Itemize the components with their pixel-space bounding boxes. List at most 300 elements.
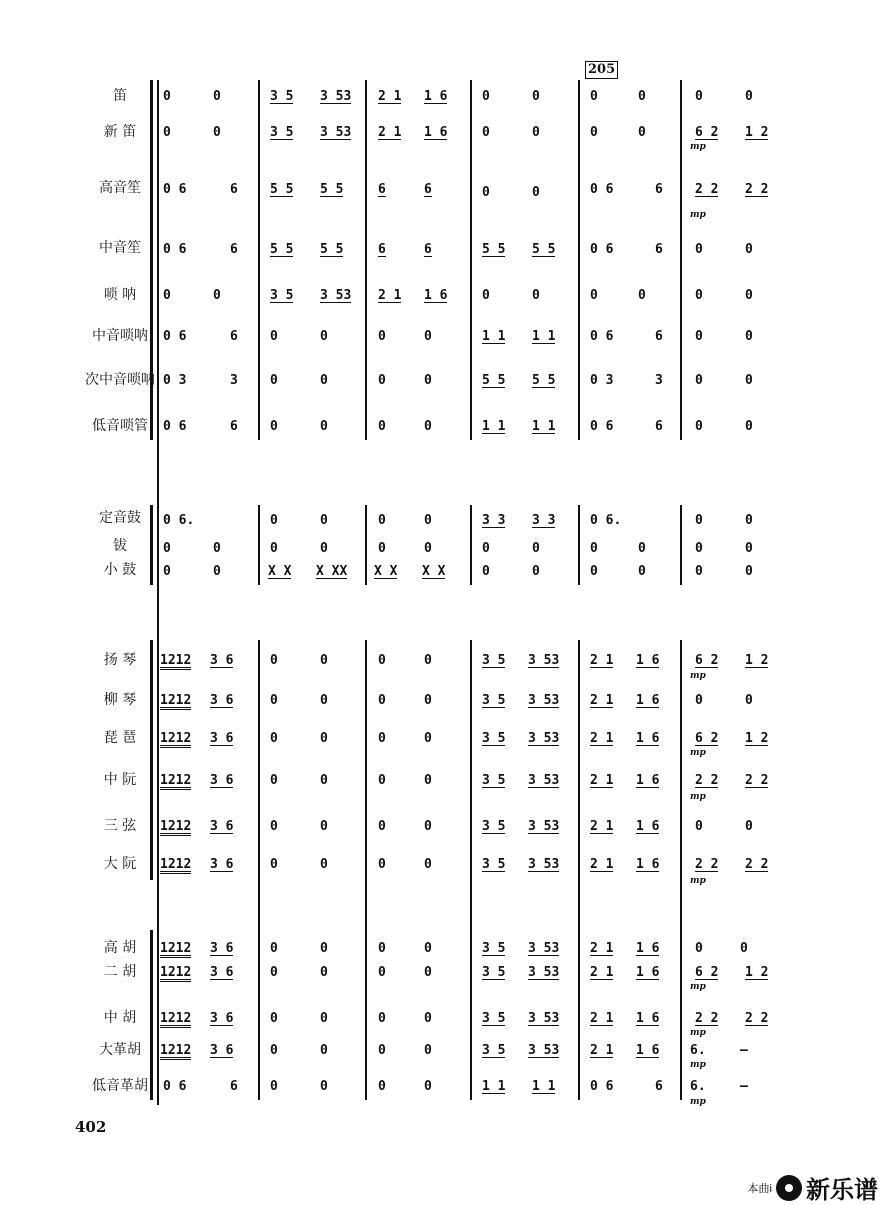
note: 0 xyxy=(163,288,171,303)
note: 0 xyxy=(378,1043,386,1058)
note: 3 53 xyxy=(320,288,352,303)
note: 1 1 xyxy=(482,1079,506,1094)
note: 1 6 xyxy=(424,288,448,303)
barline xyxy=(680,640,682,1100)
note: 2 1 xyxy=(590,731,614,746)
note: 6 2 xyxy=(695,125,719,140)
note: 3 5 xyxy=(482,819,506,834)
instrument-label: 定音鼓 xyxy=(99,510,141,526)
note: 5 5 xyxy=(482,373,506,388)
note: 0 xyxy=(590,288,598,303)
note: 0 xyxy=(424,819,432,834)
barline xyxy=(578,505,580,585)
note: 0 xyxy=(695,819,703,834)
note: 1 2 xyxy=(745,653,769,668)
note: 1 1 xyxy=(532,419,556,434)
note: 0 xyxy=(745,288,753,303)
note: 6 xyxy=(230,419,238,434)
note: 0 xyxy=(424,773,432,788)
watermark xyxy=(748,1170,878,1205)
note: 0 xyxy=(378,373,386,388)
note: 6. xyxy=(690,1079,706,1094)
note: 2 1 xyxy=(590,857,614,872)
note: 3 xyxy=(230,373,238,388)
note: 3 5 xyxy=(482,1043,506,1058)
note: 0 xyxy=(745,564,753,579)
note: 2 1 xyxy=(378,89,402,104)
note: 3 53 xyxy=(528,731,560,746)
note: 0 xyxy=(745,89,753,104)
note: 0 xyxy=(695,564,703,579)
note: 2 2 xyxy=(695,182,719,197)
instrument-label: 笛 xyxy=(113,88,127,104)
note: 0 xyxy=(163,541,171,556)
note: 0 xyxy=(424,857,432,872)
note: 1212 xyxy=(160,693,192,708)
note: 3 53 xyxy=(528,819,560,834)
note: 2 1 xyxy=(378,125,402,140)
note: 3 3 xyxy=(532,513,556,528)
note: 0 3 xyxy=(590,373,614,388)
note: 0 xyxy=(320,329,328,344)
note: 0 xyxy=(638,564,646,579)
note: 2 2 xyxy=(695,857,719,872)
note: 0 6 xyxy=(163,1079,187,1094)
note: 0 xyxy=(424,1043,432,1058)
barline xyxy=(258,505,260,585)
note: 2 2 xyxy=(695,773,719,788)
note: X X xyxy=(422,564,446,579)
note: 3 6 xyxy=(210,1011,234,1026)
note: 3 53 xyxy=(528,965,560,980)
note: – xyxy=(740,1043,748,1058)
note: 6 xyxy=(230,242,238,257)
note: 1 2 xyxy=(745,731,769,746)
note: 6 2 xyxy=(695,731,719,746)
note: 6 xyxy=(655,182,663,197)
note: 3 53 xyxy=(528,693,560,708)
note: 0 xyxy=(424,1079,432,1094)
note: 2 1 xyxy=(378,288,402,303)
note: 3 3 xyxy=(482,513,506,528)
note: 0 xyxy=(320,819,328,834)
instrument-label: 钹 xyxy=(113,538,127,554)
note: 6 xyxy=(424,242,432,257)
note: 0 xyxy=(270,373,278,388)
note: 0 xyxy=(270,419,278,434)
note: 3 5 xyxy=(270,125,294,140)
note: 0 xyxy=(590,541,598,556)
note: 0 xyxy=(695,89,703,104)
note: 3 5 xyxy=(482,965,506,980)
note: 6 xyxy=(655,329,663,344)
note: 0 xyxy=(378,541,386,556)
note: 1 6 xyxy=(424,89,448,104)
note: 0 xyxy=(378,693,386,708)
instrument-label: 中 阮 xyxy=(103,772,137,788)
note: 0 xyxy=(638,89,646,104)
note: 0 xyxy=(270,693,278,708)
note: 0 xyxy=(213,564,221,579)
note: 3 6 xyxy=(210,693,234,708)
barline xyxy=(578,640,580,1100)
instrument-label: 唢 呐 xyxy=(103,287,137,303)
note: 0 xyxy=(270,941,278,956)
note: 2 1 xyxy=(590,1043,614,1058)
note: 3 53 xyxy=(528,773,560,788)
dynamic-mark: mp xyxy=(690,1028,706,1038)
note: 0 xyxy=(213,541,221,556)
note: 0 xyxy=(424,329,432,344)
note: 3 xyxy=(655,373,663,388)
note: 1 1 xyxy=(532,1079,556,1094)
note: 2 1 xyxy=(590,941,614,956)
note: 1 6 xyxy=(636,1011,660,1026)
note: 5 5 xyxy=(482,242,506,257)
note: 0 xyxy=(320,857,328,872)
note: 0 xyxy=(482,288,490,303)
note: 3 53 xyxy=(320,125,352,140)
watermark-brand: 新乐谱 xyxy=(806,1176,878,1204)
note: 0 xyxy=(424,541,432,556)
note: 0 xyxy=(320,1079,328,1094)
instrument-label: 三 弦 xyxy=(103,818,137,834)
note: 0 xyxy=(163,564,171,579)
note: 0 xyxy=(378,857,386,872)
note: X X xyxy=(374,564,398,579)
note: 1 6 xyxy=(636,731,660,746)
note: 3 6 xyxy=(210,773,234,788)
note: 0 6 xyxy=(590,419,614,434)
note: 0 xyxy=(424,419,432,434)
note: X XX xyxy=(316,564,348,579)
note: 0 6 xyxy=(590,329,614,344)
note: 1 6 xyxy=(636,1043,660,1058)
note: 0 xyxy=(270,329,278,344)
note: 0 xyxy=(320,773,328,788)
note: 1212 xyxy=(160,857,192,872)
note: 0 xyxy=(378,329,386,344)
instrument-label: 琵 琶 xyxy=(103,730,137,746)
barline xyxy=(258,640,260,1100)
note: 3 53 xyxy=(320,89,352,104)
plucked-bracket xyxy=(150,640,153,880)
note: 0 xyxy=(320,419,328,434)
note: 2 1 xyxy=(590,965,614,980)
instrument-label: 新 笛 xyxy=(103,124,137,140)
rehearsal-mark: 205 xyxy=(585,61,618,79)
note: 0 xyxy=(532,564,540,579)
note: 0 xyxy=(320,653,328,668)
note: 0 xyxy=(590,564,598,579)
note: 0 6 xyxy=(163,419,187,434)
note: 6 xyxy=(655,419,663,434)
note: 0 xyxy=(424,965,432,980)
note: 0 xyxy=(378,941,386,956)
note: 0 xyxy=(638,125,646,140)
instrument-label: 低音唢管 xyxy=(92,418,148,434)
note: 1212 xyxy=(160,819,192,834)
note: 0 xyxy=(378,773,386,788)
note: 6. xyxy=(690,1043,706,1058)
barline xyxy=(365,640,367,1100)
note: 1212 xyxy=(160,1011,192,1026)
note: 0 xyxy=(532,125,540,140)
instrument-label: 柳 琴 xyxy=(103,692,137,708)
note: 0 xyxy=(745,693,753,708)
note: 1212 xyxy=(160,1043,192,1058)
note: 2 2 xyxy=(745,773,769,788)
note: 0 xyxy=(745,329,753,344)
instrument-label: 次中音唢呐 xyxy=(85,372,155,388)
note: 0 xyxy=(638,541,646,556)
note: 0 xyxy=(482,89,490,104)
note: 2 2 xyxy=(745,1011,769,1026)
note: 0 xyxy=(270,1011,278,1026)
note: 6 xyxy=(230,182,238,197)
note: 1 6 xyxy=(636,941,660,956)
note: 0 xyxy=(270,857,278,872)
note: 1 1 xyxy=(482,329,506,344)
note: 1 6 xyxy=(424,125,448,140)
note: 0 xyxy=(213,89,221,104)
disc-icon xyxy=(776,1175,802,1201)
instrument-label: 大革胡 xyxy=(99,1042,141,1058)
note: 1 6 xyxy=(636,653,660,668)
note: 3 5 xyxy=(482,731,506,746)
note: 0 xyxy=(482,564,490,579)
note: 0 xyxy=(270,541,278,556)
note: 0 xyxy=(320,541,328,556)
note: 3 5 xyxy=(270,288,294,303)
note: 0 xyxy=(745,419,753,434)
note: 5 5 xyxy=(320,182,344,197)
note: 6 xyxy=(655,1079,663,1094)
note: 0 6 xyxy=(163,182,187,197)
note: 0 xyxy=(695,941,703,956)
note: 1212 xyxy=(160,731,192,746)
instrument-label: 大 阮 xyxy=(103,856,137,872)
note: 0 6. xyxy=(590,513,622,528)
note: 0 xyxy=(378,1011,386,1026)
note: 3 5 xyxy=(482,773,506,788)
note: 3 5 xyxy=(482,693,506,708)
instrument-label: 小 鼓 xyxy=(103,562,137,578)
note: 0 xyxy=(532,185,540,200)
note: 0 xyxy=(695,419,703,434)
barline xyxy=(680,505,682,585)
note: 0 xyxy=(532,89,540,104)
note: 0 xyxy=(320,373,328,388)
note: 0 xyxy=(482,125,490,140)
instrument-label: 高 胡 xyxy=(103,940,137,956)
note: 0 xyxy=(424,653,432,668)
note: 0 xyxy=(163,89,171,104)
note: 0 3 xyxy=(163,373,187,388)
note: 2 2 xyxy=(695,1011,719,1026)
watermark-caption: 本曲i xyxy=(747,1182,772,1195)
note: 1 6 xyxy=(636,965,660,980)
note: 6 xyxy=(378,242,386,257)
note: 2 1 xyxy=(590,1011,614,1026)
note: 3 6 xyxy=(210,731,234,746)
note: 6 xyxy=(378,182,386,197)
note: 1 1 xyxy=(532,329,556,344)
note: 0 xyxy=(270,773,278,788)
dynamic-mark: mp xyxy=(690,671,706,681)
note: 0 xyxy=(745,541,753,556)
note: 0 xyxy=(424,693,432,708)
note: 0 xyxy=(532,541,540,556)
note: 3 5 xyxy=(270,89,294,104)
note: 3 53 xyxy=(528,1043,560,1058)
note: – xyxy=(740,1079,748,1094)
note: 0 xyxy=(745,513,753,528)
note: 5 5 xyxy=(320,242,344,257)
note: 1212 xyxy=(160,653,192,668)
note: 0 xyxy=(424,731,432,746)
note: 0 xyxy=(213,125,221,140)
note: 0 xyxy=(378,653,386,668)
note: 0 xyxy=(270,1079,278,1094)
note: 3 6 xyxy=(210,941,234,956)
note: 3 53 xyxy=(528,1011,560,1026)
dynamic-mark: mp xyxy=(690,748,706,758)
note: 0 xyxy=(590,125,598,140)
note: 1 1 xyxy=(482,419,506,434)
note: 0 xyxy=(320,731,328,746)
note: 0 xyxy=(695,513,703,528)
note: 0 xyxy=(378,819,386,834)
note: 0 xyxy=(378,965,386,980)
note: 0 xyxy=(695,693,703,708)
instrument-label: 中音笙 xyxy=(99,240,141,256)
note: 0 6 xyxy=(590,182,614,197)
note: 0 xyxy=(320,1043,328,1058)
note: 1212 xyxy=(160,773,192,788)
note: 0 xyxy=(424,513,432,528)
note: 0 xyxy=(424,941,432,956)
note: 0 xyxy=(482,185,490,200)
note: 0 xyxy=(378,419,386,434)
note: 6 xyxy=(424,182,432,197)
note: 5 5 xyxy=(270,242,294,257)
note: 2 1 xyxy=(590,693,614,708)
note: 3 5 xyxy=(482,941,506,956)
note: 1 6 xyxy=(636,693,660,708)
note: 2 2 xyxy=(745,857,769,872)
note: 0 xyxy=(270,965,278,980)
note: 3 53 xyxy=(528,653,560,668)
note: 0 xyxy=(745,373,753,388)
note: 0 6 xyxy=(590,1079,614,1094)
barline xyxy=(470,80,472,440)
note: 3 6 xyxy=(210,653,234,668)
note: 5 5 xyxy=(532,373,556,388)
note: 1212 xyxy=(160,941,192,956)
note: 5 5 xyxy=(532,242,556,257)
note: 0 xyxy=(163,125,171,140)
note: 1 6 xyxy=(636,819,660,834)
note: 0 6 xyxy=(163,329,187,344)
note: 1 6 xyxy=(636,857,660,872)
note: 0 xyxy=(378,1079,386,1094)
note: 2 1 xyxy=(590,653,614,668)
note: 0 xyxy=(270,513,278,528)
note: 6 xyxy=(230,329,238,344)
dynamic-mark: mp xyxy=(690,792,706,802)
note: 0 xyxy=(320,693,328,708)
note: 3 6 xyxy=(210,1043,234,1058)
note: 0 6 xyxy=(163,242,187,257)
note: 0 xyxy=(745,819,753,834)
note: 0 xyxy=(695,541,703,556)
note: 0 xyxy=(695,288,703,303)
note: 5 5 xyxy=(270,182,294,197)
note: 3 5 xyxy=(482,653,506,668)
dynamic-mark: mp xyxy=(690,142,706,152)
note: 1212 xyxy=(160,965,192,980)
instrument-label: 扬 琴 xyxy=(103,652,137,668)
instrument-label: 高音笙 xyxy=(99,180,141,196)
note: 6 xyxy=(230,1079,238,1094)
note: 3 5 xyxy=(482,857,506,872)
note: 6 2 xyxy=(695,653,719,668)
note: 0 xyxy=(740,941,748,956)
note: 2 1 xyxy=(590,773,614,788)
note: 0 xyxy=(320,965,328,980)
note: 0 xyxy=(270,731,278,746)
dynamic-mark: mp xyxy=(690,1060,706,1070)
barline xyxy=(578,80,580,440)
note: 2 1 xyxy=(590,819,614,834)
note: 0 xyxy=(378,731,386,746)
note: 0 xyxy=(320,513,328,528)
note: 3 6 xyxy=(210,819,234,834)
note: 0 xyxy=(695,242,703,257)
note: 3 5 xyxy=(482,1011,506,1026)
dynamic-mark: mp xyxy=(690,1097,706,1107)
note: 0 xyxy=(270,653,278,668)
note: 0 xyxy=(213,288,221,303)
instrument-label: 中 胡 xyxy=(103,1010,137,1026)
note: 0 xyxy=(270,819,278,834)
note: 0 xyxy=(424,1011,432,1026)
note: 0 xyxy=(424,373,432,388)
barline xyxy=(258,80,260,440)
note: 0 xyxy=(270,1043,278,1058)
note: 0 xyxy=(745,242,753,257)
note: 0 xyxy=(638,288,646,303)
barline xyxy=(365,505,367,585)
note: X X xyxy=(268,564,292,579)
dynamic-mark: mp xyxy=(690,982,706,992)
page-number: 402 xyxy=(75,1118,107,1136)
note: 6 xyxy=(655,242,663,257)
note: 0 xyxy=(695,329,703,344)
note: 2 2 xyxy=(745,182,769,197)
instrument-label: 低音革胡 xyxy=(92,1078,148,1094)
note: 3 6 xyxy=(210,965,234,980)
barline xyxy=(365,80,367,440)
note: 1 2 xyxy=(745,125,769,140)
note: 0 xyxy=(378,513,386,528)
barline xyxy=(470,640,472,1100)
note: 0 xyxy=(320,941,328,956)
note: 0 xyxy=(482,541,490,556)
note: 1 6 xyxy=(636,773,660,788)
instrument-label: 二 胡 xyxy=(103,964,137,980)
